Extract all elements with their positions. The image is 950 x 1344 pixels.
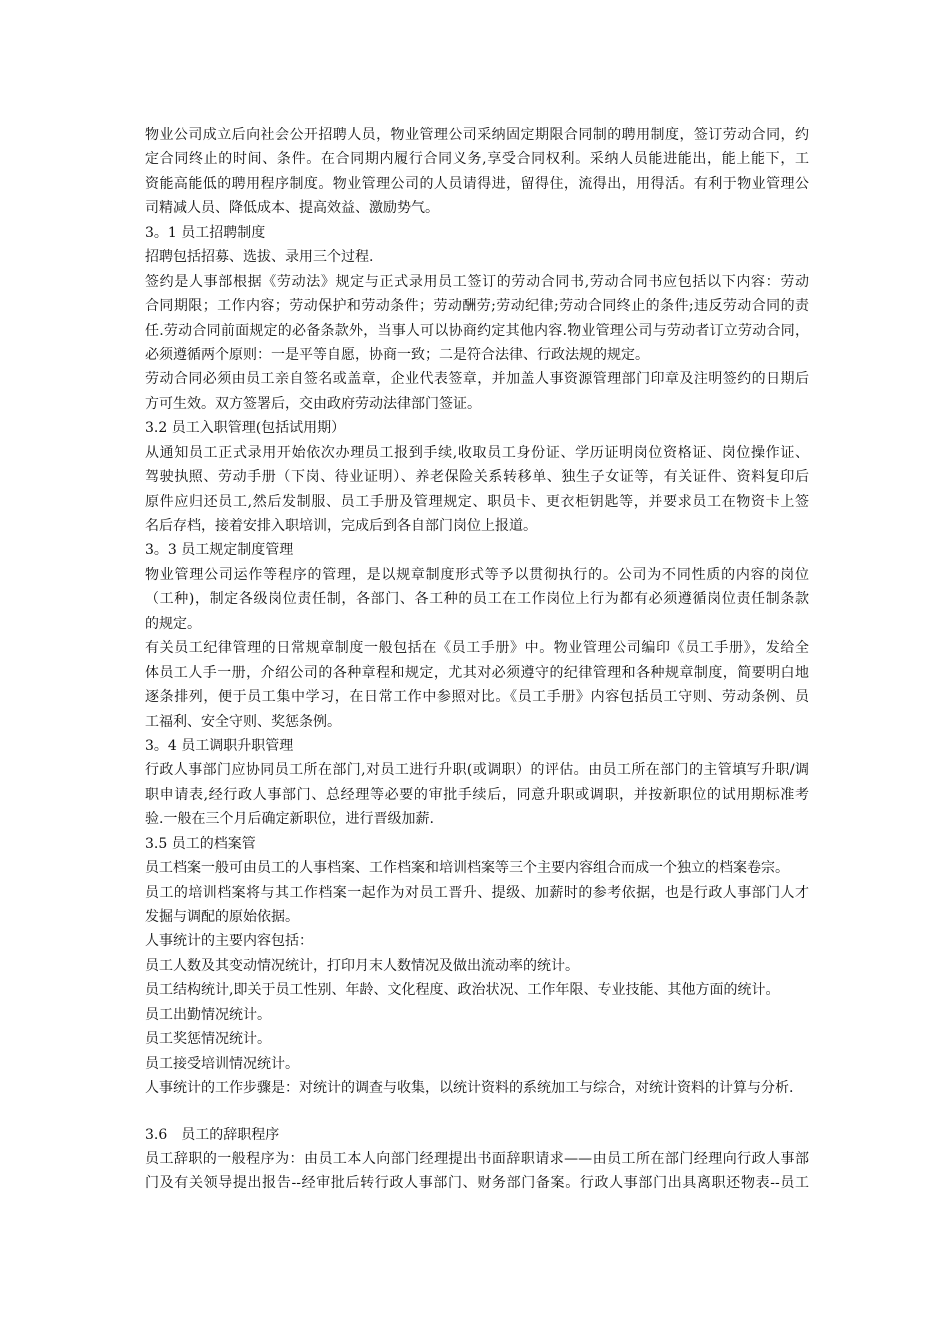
text-line: 3。1 员工招聘制度	[145, 224, 266, 241]
text-line: 3。3 员工规定制度管理	[145, 542, 294, 559]
text-line: 员工辞职的一般程序为：由员工本人向部门经理提出书面辞职请求——由员工所在部门经理向行政人事部	[145, 1150, 809, 1167]
text-line: 招聘包括招募、选拔、录用三个过程.	[145, 249, 374, 266]
text-line: 物业管理公司运作等程序的管理，是以规章制度形式等予以贯彻执行的。公司为不同性质的内容的岗位	[145, 566, 809, 583]
text-line: 员工人数及其变动情况统计，打印月末人数情况及做出流动率的统计。	[145, 957, 579, 974]
text-line: 员工接受培训情况统计。	[145, 1055, 299, 1072]
text-line: 行政人事部门应协同员工所在部门,对员工进行升职(或调职）的评估。由员工所在部门的主管填写升职/调	[145, 762, 809, 779]
text-line: 定合同终止的时间、条件。在合同期内履行合同义务,享受合同权利。采纳人员能进能出，能上能下，工	[145, 151, 809, 168]
text-line: 司精减人员、降低成本、提高效益、激励势气。	[145, 200, 439, 217]
text-line: 任.劳动合同前面规定的必备条款外，当事人可以协商约定其他内容.物业管理公司与劳动者订立劳动合同，	[145, 322, 809, 339]
text-line: 3.2 员工入职管理(包括试用期）	[145, 420, 346, 437]
text-line: 3.6 员工的辞职程序	[145, 1126, 280, 1143]
text-line: 从通知员工正式录用开始依次办理员工报到手续,收取员工身份证、学历证明岗位资格证、岗位操作证、	[145, 444, 809, 461]
text-line: 门及有关领导提出报告--经审批后转行政人事部门、财务部门备案。行政人事部门出具离职还物表--员工	[145, 1175, 809, 1192]
document-page	[145, 123, 809, 1196]
text-line: 逐条排列，便于员工集中学习，在日常工作中参照对比。《员工手册》内容包括员工守则、劳动条例、员	[145, 689, 809, 706]
text-line: 人事统计的工作步骤是：对统计的调查与收集，以统计资料的系统加工与综合，对统计资料的计算与分析.	[145, 1080, 794, 1097]
text-line: 体员工人手一册，介绍公司的各种章程和规定，尤其对必须遵守的纪律管理和各种规章制度，简要明白地	[145, 664, 809, 681]
text-line: 人事统计的主要内容包括：	[145, 933, 313, 950]
text-line: 的规定。	[145, 615, 201, 632]
text-line: 员工档案一般可由员工的人事档案、工作档案和培训档案等三个主要内容组合而成一个独立的档案卷宗。	[145, 860, 789, 877]
text-line: 物业公司成立后向社会公开招聘人员，物业管理公司采纳固定期限合同制的聘用制度，签订劳动合同，约	[145, 127, 809, 143]
text-line: 员工的培训档案将与其工作档案一起作为对员工晋升、提级、加薪时的参考依据，也是行政人事部门人才	[145, 884, 809, 901]
text-line: 劳动合同必须由员工亲自签名或盖章，企业代表签章，并加盖人事资源管理部门印章及注明签约的日期后	[145, 371, 809, 388]
document-body-part-1	[145, 123, 809, 1101]
blank-line	[145, 1101, 809, 1123]
text-line: 员工奖惩情况统计。	[145, 1031, 271, 1048]
text-line: 名后存档，接着安排入职培训，完成后到各自部门岗位上报道。	[145, 518, 537, 534]
document-body-part-2	[145, 1123, 809, 1196]
text-line: 资能高能低的聘用程序制度。物业管理公司的人员请得进，留得住，流得出，用得活。有利于物业管理公	[145, 175, 809, 192]
text-line: （工种)，制定各级岗位责任制，各部门、各工种的员工在工作岗位上行为都有必须遵循岗位责任制条款	[145, 591, 809, 608]
text-line: 方可生效。双方签署后，交由政府劳动法律部门签证。	[145, 395, 481, 412]
text-line: 员工结构统计,即关于员工性别、年龄、文化程度、政治状况、工作年限、专业技能、其他方面的统计。	[145, 982, 780, 999]
text-line: 职申请表,经行政人事部门、总经理等必要的审批手续后，同意升职或调职，并按新职位的试用期标准考	[145, 786, 809, 803]
text-line: 驾驶执照、劳动手册（下岗、待业证明）、养老保险关系转移单、独生子女证等，有关证件、资料复印后	[145, 469, 809, 486]
text-line: 必须遵循两个原则：一是平等自愿，协商一致；二是符合法律、行政法规的规定。	[145, 346, 649, 363]
text-line: 原件应归还员工,然后发制服、员工手册及管理规定、职员卡、更衣柜钥匙等，并要求员工在物资卡上签	[145, 493, 809, 510]
text-line: 合同期限；工作内容；劳动保护和劳动条件；劳动酬劳;劳动纪律;劳动合同终止的条件;违反劳动合同的责	[145, 298, 809, 315]
text-line: 发掘与调配的原始依据。	[145, 909, 299, 925]
text-line: 有关员工纪律管理的日常规章制度一般包括在《员工手册》中。物业管理公司编印《员工手册》，发给全	[145, 640, 809, 657]
text-line: 3。4 员工调职升职管理	[145, 737, 294, 754]
text-line: 签约是人事部根据《劳动法》规定与正式录用员工签订的劳动合同书,劳动合同书应包括以下内容：劳动	[145, 273, 809, 290]
text-line: 验.一般在三个月后确定新职位，进行晋级加薪.	[145, 811, 434, 828]
text-line: 工福利、安全守则、奖惩条例。	[145, 713, 341, 730]
text-line: 3.5 员工的档案管	[145, 835, 256, 852]
text-line: 员工出勤情况统计。	[145, 1006, 271, 1023]
